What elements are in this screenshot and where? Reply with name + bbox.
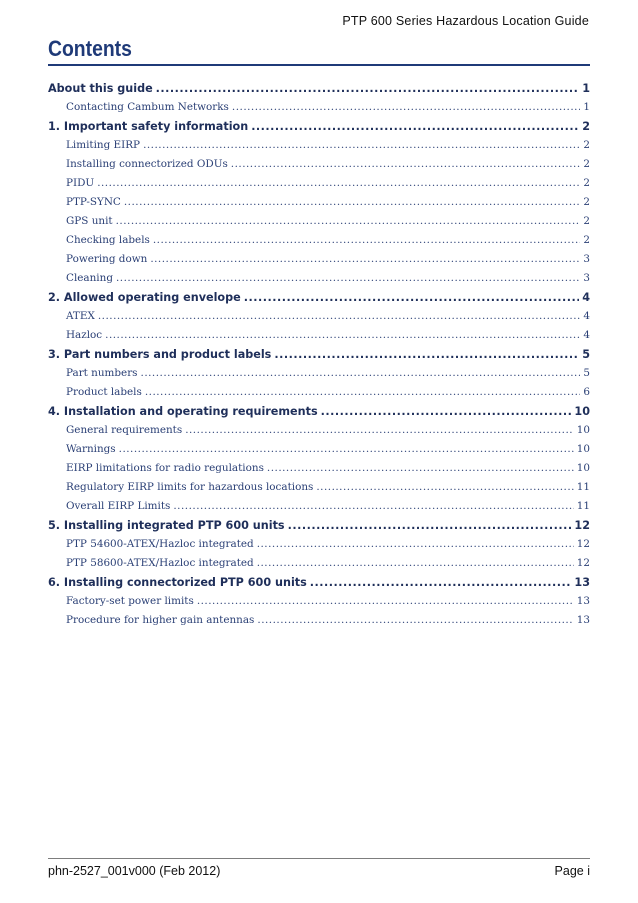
toc-entry-title: Powering down xyxy=(66,253,148,265)
toc-page-number: 6 xyxy=(583,386,590,398)
toc-dot-leader xyxy=(141,364,581,383)
toc-page-number: 5 xyxy=(582,348,590,361)
toc-page-number: 2 xyxy=(583,234,590,246)
toc-page-number: 11 xyxy=(576,500,590,512)
toc-entry-title: PIDU xyxy=(66,177,95,189)
toc-page-number: 1 xyxy=(583,101,590,113)
toc-subsection-link[interactable] xyxy=(48,193,590,212)
toc-dot-leader xyxy=(321,402,572,421)
toc-subsection-link[interactable] xyxy=(48,535,590,554)
toc-subsection-link[interactable] xyxy=(48,459,590,478)
toc-dot-leader xyxy=(185,421,574,440)
toc-dot-leader xyxy=(105,326,580,345)
toc-dot-leader xyxy=(274,345,579,364)
toc-dot-leader xyxy=(97,174,580,193)
toc-dot-leader xyxy=(231,155,581,174)
toc-section-link[interactable] xyxy=(48,117,590,136)
toc-dot-leader xyxy=(251,117,579,136)
toc-dot-leader xyxy=(150,250,580,269)
toc-dot-leader xyxy=(143,136,580,155)
toc-page-number: 10 xyxy=(576,424,590,436)
footer-page-label: Page i xyxy=(554,864,590,878)
toc-entry-title: Procedure for higher gain antennas xyxy=(66,614,255,626)
toc-subsection-link[interactable] xyxy=(48,554,590,573)
toc-dot-leader xyxy=(153,231,581,250)
toc-page-number: 4 xyxy=(582,291,590,304)
toc-entry-title: Product labels xyxy=(66,386,142,398)
toc-entry-title: Installing connectorized ODUs xyxy=(66,158,228,170)
toc-page-number: 10 xyxy=(574,405,590,418)
toc-subsection-link[interactable] xyxy=(48,231,590,250)
toc-subsection-link[interactable] xyxy=(48,592,590,611)
toc-entry-title: PTP 54600-ATEX/Hazloc integrated xyxy=(66,538,254,550)
toc-subsection-link[interactable] xyxy=(48,364,590,383)
toc-section-link[interactable] xyxy=(48,288,590,307)
toc-entry-title: Warnings xyxy=(66,443,116,455)
toc-subsection-link[interactable] xyxy=(48,497,590,516)
toc-page-number: 2 xyxy=(583,139,590,151)
toc-dot-leader xyxy=(310,573,572,592)
toc-entry-title: Overall EIRP Limits xyxy=(66,500,171,512)
toc-page-number: 13 xyxy=(576,595,590,607)
toc-subsection-link[interactable] xyxy=(48,440,590,459)
toc-subsection-link[interactable] xyxy=(48,155,590,174)
toc-entry-title: EIRP limitations for radio regulations xyxy=(66,462,264,474)
running-header: PTP 600 Series Hazardous Location Guide xyxy=(342,14,589,28)
toc-dot-leader xyxy=(98,307,581,326)
toc-subsection-link[interactable] xyxy=(48,611,590,630)
toc-dot-leader xyxy=(257,535,574,554)
toc-dot-leader xyxy=(257,611,573,630)
toc-page-number: 4 xyxy=(583,329,590,341)
toc-dot-leader xyxy=(116,212,581,231)
toc-subsection-link[interactable] xyxy=(48,136,590,155)
toc-dot-leader xyxy=(267,459,574,478)
toc-dot-leader xyxy=(197,592,574,611)
toc-dot-leader xyxy=(116,269,580,288)
footer-doc-id: phn-2527_001v000 (Feb 2012) xyxy=(48,864,221,878)
toc-page-number: 3 xyxy=(583,272,590,284)
toc-page-number: 12 xyxy=(576,538,590,550)
toc-subsection-link[interactable] xyxy=(48,421,590,440)
toc-entry-title: Checking labels xyxy=(66,234,150,246)
toc-dot-leader xyxy=(257,554,574,573)
toc-dot-leader xyxy=(232,98,580,117)
toc-entry-title: Limiting EIRP xyxy=(66,139,141,151)
toc-entry-title: PTP 58600-ATEX/Hazloc integrated xyxy=(66,557,254,569)
toc-page-number: 2 xyxy=(582,120,590,133)
toc-page-number: 12 xyxy=(576,557,590,569)
toc-entry-title: Contacting Cambum Networks xyxy=(66,101,229,113)
toc-section-link[interactable] xyxy=(48,573,590,592)
toc-dot-leader xyxy=(288,516,572,535)
toc-entry-title: 1. Important safety information xyxy=(48,120,249,133)
toc-entry-title: GPS unit xyxy=(66,215,113,227)
toc-entry-title: Factory-set power limits xyxy=(66,595,194,607)
toc-page-number: 4 xyxy=(583,310,590,322)
toc-subsection-link[interactable] xyxy=(48,269,590,288)
toc-page-number: 2 xyxy=(583,196,590,208)
toc-page-number: 2 xyxy=(583,158,590,170)
toc-entry-title: Part numbers xyxy=(66,367,138,379)
toc-dot-leader xyxy=(156,79,580,98)
toc-page-number: 10 xyxy=(576,443,590,455)
toc-section-link[interactable] xyxy=(48,345,590,364)
toc-subsection-link[interactable] xyxy=(48,212,590,231)
table-of-contents xyxy=(48,79,590,630)
toc-entry-title: Hazloc xyxy=(66,329,103,341)
toc-page-number: 5 xyxy=(583,367,590,379)
toc-dot-leader xyxy=(119,440,574,459)
toc-section-link[interactable] xyxy=(48,402,590,421)
toc-entry-title: Cleaning xyxy=(66,272,113,284)
title-rule xyxy=(48,64,590,66)
toc-page-number: 3 xyxy=(583,253,590,265)
toc-entry-title: 3. Part numbers and product labels xyxy=(48,348,272,361)
toc-subsection-link[interactable] xyxy=(48,383,590,402)
footer-rule xyxy=(48,858,590,859)
toc-entry-title: 6. Installing connectorized PTP 600 units xyxy=(48,576,307,589)
toc-subsection-link[interactable] xyxy=(48,98,590,117)
toc-page-number: 12 xyxy=(574,519,590,532)
toc-subsection-link[interactable] xyxy=(48,326,590,345)
toc-section-link[interactable] xyxy=(48,79,590,98)
toc-entry-title: PTP-SYNC xyxy=(66,196,121,208)
toc-entry-title: General requirements xyxy=(66,424,183,436)
toc-page-number: 2 xyxy=(583,177,590,189)
toc-dot-leader xyxy=(316,478,573,497)
toc-subsection-link[interactable] xyxy=(48,250,590,269)
toc-page-number: 2 xyxy=(583,215,590,227)
toc-subsection-link[interactable] xyxy=(48,174,590,193)
toc-dot-leader xyxy=(145,383,581,402)
toc-section-link[interactable] xyxy=(48,516,590,535)
toc-page-number: 13 xyxy=(574,576,590,589)
toc-entry-title: 5. Installing integrated PTP 600 units xyxy=(48,519,285,532)
toc-page-number: 11 xyxy=(576,481,590,493)
toc-page-number: 10 xyxy=(576,462,590,474)
toc-page-number: 13 xyxy=(576,614,590,626)
page-title: Contents xyxy=(48,36,132,61)
toc-entry-title: 2. Allowed operating envelope xyxy=(48,291,241,304)
toc-page-number: 1 xyxy=(582,82,590,95)
toc-dot-leader xyxy=(124,193,581,212)
toc-entry-title: ATEX xyxy=(66,310,95,322)
toc-entry-title: About this guide xyxy=(48,82,153,95)
toc-dot-leader xyxy=(244,288,579,307)
toc-dot-leader xyxy=(173,497,573,516)
toc-entry-title: Regulatory EIRP limits for hazardous locations xyxy=(66,481,314,493)
toc-subsection-link[interactable] xyxy=(48,307,590,326)
toc-subsection-link[interactable] xyxy=(48,478,590,497)
toc-entry-title: 4. Installation and operating requirements xyxy=(48,405,318,418)
